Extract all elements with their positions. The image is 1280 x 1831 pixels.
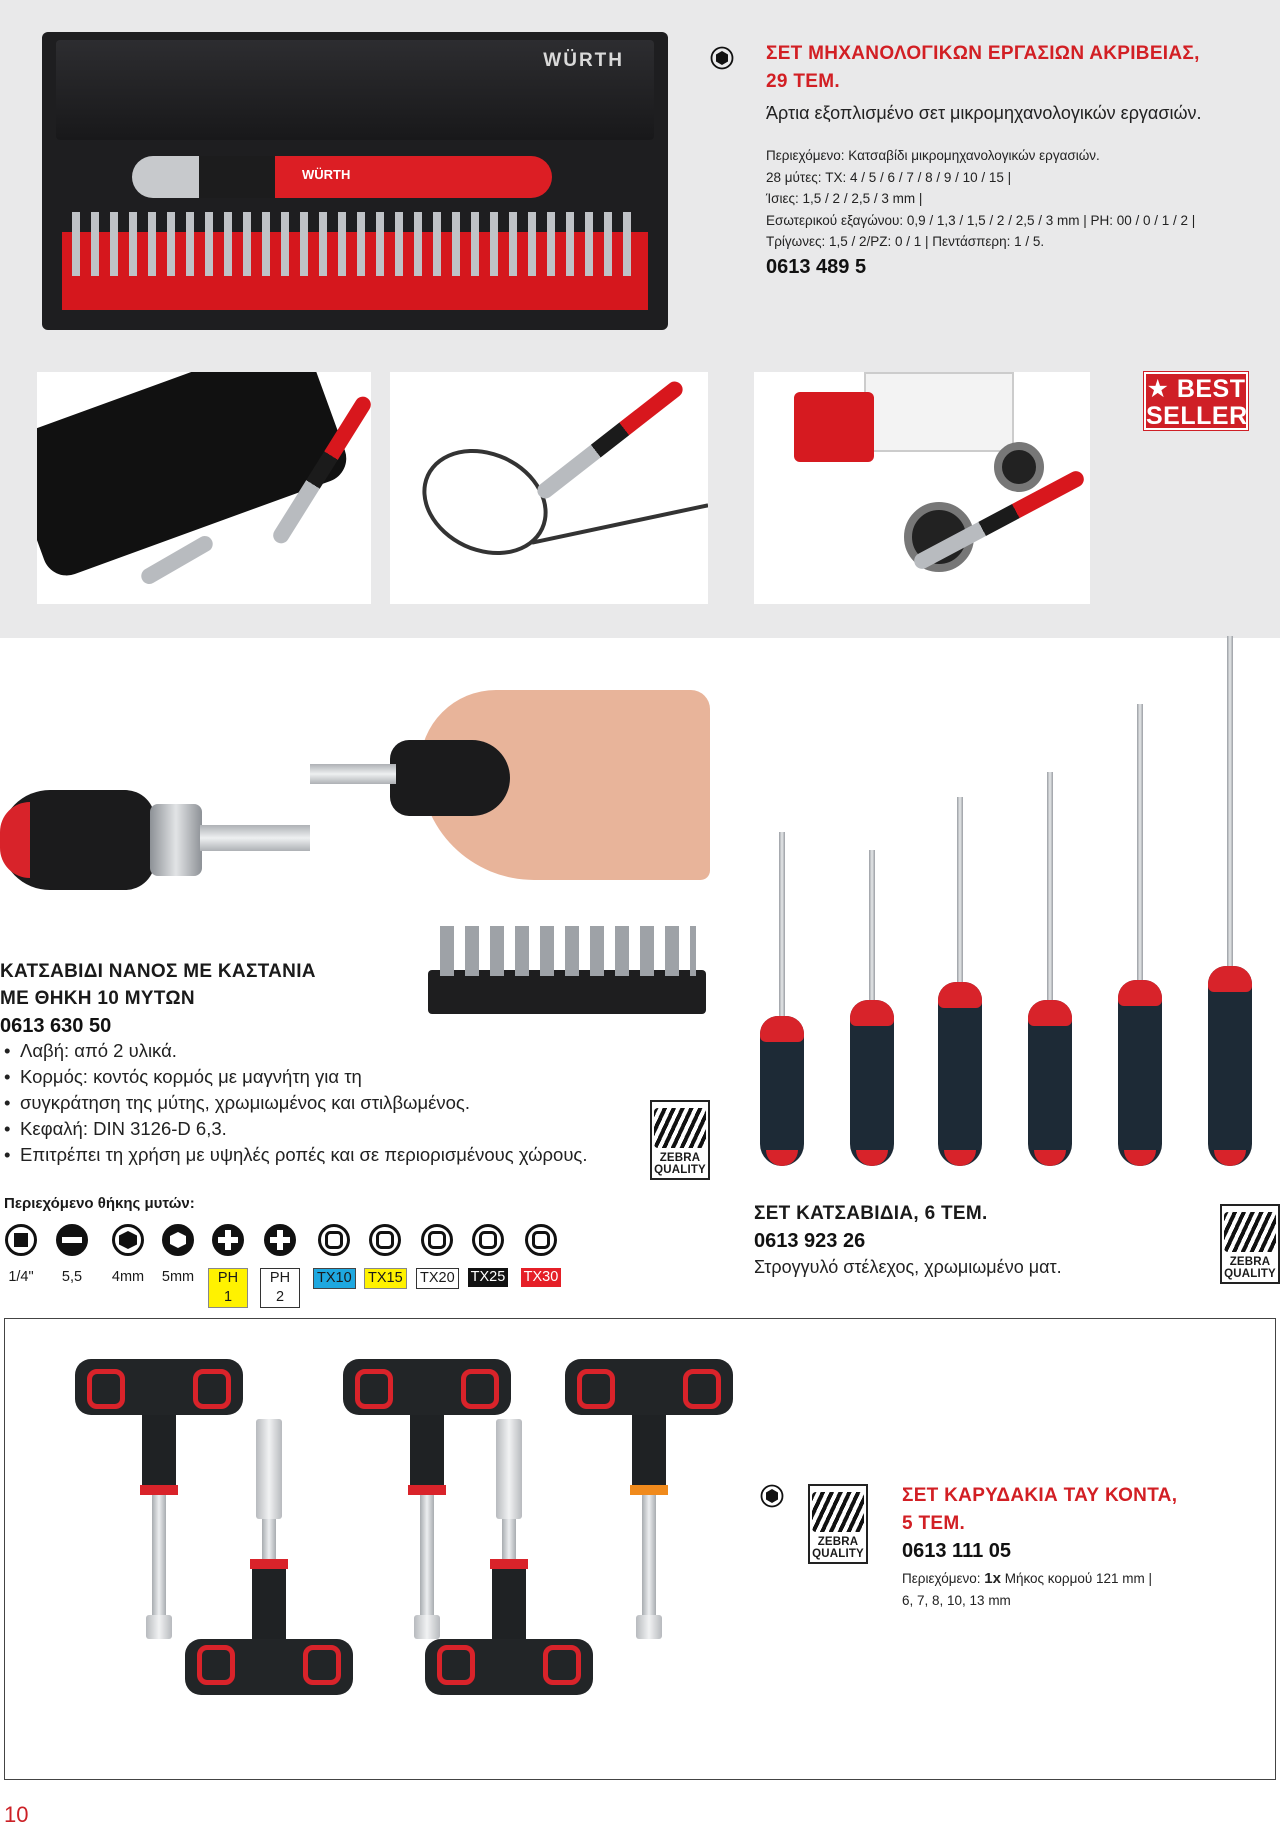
glasses-arm — [532, 503, 708, 544]
feature-item: • Λαβή: από 2 υλικά. — [0, 1038, 588, 1064]
bit-item: PH 1 — [208, 1224, 248, 1308]
bit-item: TX30 — [519, 1224, 563, 1287]
hex-icon — [112, 1224, 144, 1256]
bit-item: 5,5 — [55, 1224, 89, 1287]
ratchet-head — [150, 804, 202, 876]
screwdriver — [1116, 704, 1164, 1166]
toy-repair-image — [754, 372, 1090, 604]
screwdriver — [1026, 772, 1074, 1166]
hex-icon — [162, 1224, 194, 1256]
stubby-ratchet-image — [0, 780, 320, 910]
bit-holder-base — [428, 970, 706, 1014]
ratchet-code: 0613 630 50 — [0, 1015, 112, 1037]
nutdriver-details: Περιεχόμενο: 1x Μήκος κορμού 121 mm | 6, 7, 8, 10, 13 mm — [902, 1570, 1153, 1608]
nutdriver-section — [4, 1318, 1276, 1780]
nutdriver-code: 0613 111 05 — [902, 1540, 1012, 1562]
handle-brand: WÜRTH — [302, 167, 351, 182]
precision-set-code: 0613 489 5 — [766, 256, 867, 278]
case-lid — [56, 40, 654, 140]
precision-set-title: ΣΕΤ ΜΗΧΑΝΟΛΟΓΙΚΩΝ ΕΡΓΑΣΙΩΝ ΑΚΡΙΒΕΙΑΣ, 29 ΤΕΜ. — [766, 43, 1200, 92]
bit-item: TX20 — [416, 1224, 458, 1289]
glasses-shape — [405, 429, 565, 575]
hex-bit-icon — [710, 46, 734, 70]
hand-holding-ratchet-image — [310, 680, 710, 900]
hex-bit-icon — [760, 1484, 784, 1508]
t-handle-nutdriver — [185, 1419, 353, 1695]
slotted-icon — [56, 1224, 88, 1256]
bit-holder-image — [428, 926, 706, 1014]
screwdriver — [936, 797, 984, 1166]
case-bits — [72, 212, 638, 276]
stubby-handle-cap — [0, 802, 30, 878]
feature-item: • Κορμός: κοντός κορμός με μαγνήτη για τη — [0, 1064, 588, 1090]
zebra-quality-badge: ZEBRA QUALITY — [1220, 1204, 1280, 1284]
feature-item: • συγκράτηση της μύτης, χρωμιωμένος και στιλβωμένος. — [0, 1090, 588, 1116]
ratchet-features — [0, 1038, 588, 1168]
screwdriver-set-title: ΣΕΤ ΚΑΤΣΑΒΙΔΙΑ, 6 ΤΕΜ. — [754, 1203, 988, 1224]
zebra-quality-badge: ZEBRA QUALITY — [808, 1484, 868, 1564]
bit-item: 5mm — [158, 1224, 198, 1287]
best-seller-badge: ★ BEST SELLER — [1144, 372, 1248, 430]
truck-cab — [794, 392, 874, 462]
square-drive-icon — [5, 1224, 37, 1256]
detail-line: Τρίγωνες: 1,5 / 2/PZ: 0 / 1 | Πεντάσπερη: 1 / 5. — [766, 234, 1045, 249]
page-number: 10 — [4, 1802, 29, 1827]
torx-icon — [369, 1224, 401, 1256]
precision-screwdriver — [132, 156, 552, 198]
precision-set-details — [766, 145, 1195, 253]
zebra-stripes-icon — [654, 1108, 706, 1148]
feature-item: • Κεφαλή: DIN 3126-D 6,3. — [0, 1116, 588, 1142]
feature-item: • Επιτρέπει τη χρήση με υψηλές ροπές και σε περιορισμένους χώρους. — [0, 1142, 588, 1168]
detail-line: Εσωτερικού εξαγώνου: 0,9 / 1,3 / 1,5 / 2 / 2,5 / 3 mm | PH: 00 / 0 / 1 / 2 | — [766, 212, 1196, 228]
torx-icon — [318, 1224, 350, 1256]
bit-item: TX10 — [313, 1224, 355, 1289]
screwdriver — [1206, 636, 1254, 1166]
torx-icon — [421, 1224, 453, 1256]
torx-icon — [525, 1224, 557, 1256]
bit-item: 1/4" — [4, 1224, 38, 1287]
phillips-icon — [212, 1224, 244, 1256]
bit-item: TX15 — [364, 1224, 406, 1289]
screwdriver — [758, 832, 806, 1166]
bit-item: PH 2 — [260, 1224, 300, 1308]
detail-line: Ίσιες: 1,5 / 2 / 2,5 / 3 mm | — [766, 191, 923, 206]
screwdriver-set-subtitle: Στρογγυλό στέλεχος, χρωμιωμένο ματ. — [754, 1257, 1062, 1277]
bit-item: 4mm — [108, 1224, 148, 1287]
bit-item: TX25 — [467, 1224, 509, 1287]
case-brand-logo: WÜRTH — [543, 50, 624, 71]
ratchet-handle — [390, 740, 510, 816]
ratchet-title: ΚΑΤΣΑΒΙΔΙ ΝΑΝΟΣ ΜΕ ΚΑΣΤΑΝΙΑ ΜΕ ΘΗΚΗ 10 ΜΥΤΩΝ — [0, 961, 316, 1009]
ratchet-shaft — [200, 825, 310, 851]
t-handle-nutdriver — [425, 1419, 593, 1695]
screwdriver — [848, 850, 896, 1166]
detail-line: 28 μύτες: TX: 4 / 5 / 6 / 7 / 8 / 9 / 10 / 15 | — [766, 169, 1012, 185]
zebra-quality-badge: ZEBRA QUALITY — [650, 1100, 710, 1180]
screwdriver-shape — [534, 378, 686, 501]
bit-holder-bits — [440, 926, 696, 976]
bit-contents-heading: Περιεχόμενο θήκης μυτών: — [4, 1195, 195, 1212]
nutdriver-title: ΣΕΤ ΚΑΡΥΔΑΚΙΑ ΤΑΥ ΚΟΝΤΑ, 5 ΤΕΜ. — [902, 1485, 1178, 1534]
screwdriver-set-code: 0613 923 26 — [754, 1230, 866, 1252]
precision-set-subtitle: Άρτια εξοπλισμένο σετ μικρομηχανολογικών εργασιών. — [766, 103, 1202, 123]
phillips-icon — [264, 1224, 296, 1256]
torx-icon — [472, 1224, 504, 1256]
screwdriver-set-image — [752, 640, 1272, 1180]
glasses-repair-image — [390, 372, 708, 604]
zebra-stripes-icon — [812, 1492, 864, 1532]
detail-line: Περιεχόμενο: Κατσαβίδι μικρομηχανολογικών εργασιών. — [766, 148, 1100, 163]
ratchet-shaft — [310, 764, 396, 784]
truck-box — [864, 372, 1014, 452]
wheel — [994, 442, 1044, 492]
phone-repair-image — [37, 372, 371, 604]
precision-set-case-image — [42, 32, 668, 330]
zebra-stripes-icon — [1224, 1212, 1276, 1252]
